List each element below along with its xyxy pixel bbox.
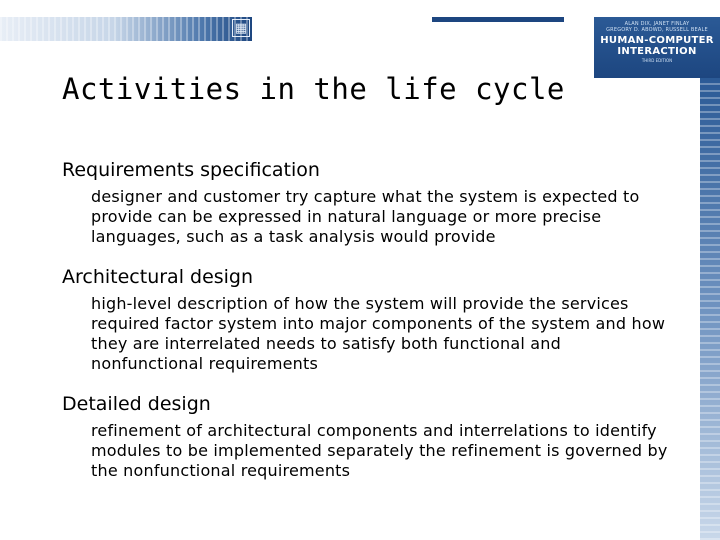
book-authors: ALAN DIX, JANET FINLAY GREGORY D. ABOWD, RUSSELL BEALE [606, 21, 708, 33]
section-requirements [62, 158, 672, 247]
section-description: high-level description of how the system will provide the services required factor system into major components of the system and how they are interrelated needs to satisfy both functional and nonfunctional requirements [91, 294, 666, 373]
book-title: HUMAN-COMPUTER INTERACTION [600, 35, 714, 57]
section-description: refinement of architectural components and interrelations to identify modules to be implemented separately the refinement is governed by the nonfunctional requirements [91, 421, 668, 480]
section-heading: Detailed design [62, 393, 211, 415]
header-banner [0, 17, 252, 41]
top-accent-strip [432, 17, 564, 22]
section-architectural [62, 265, 672, 374]
side-pattern [700, 78, 720, 540]
banner-pattern [0, 17, 252, 41]
side-accent-strip [700, 78, 720, 540]
book-cover [594, 17, 720, 78]
section-heading: Architectural design [62, 266, 254, 288]
slide-content [62, 158, 672, 481]
book-edition: THIRD EDITION [641, 58, 673, 63]
grid-logo-icon: ▦ [232, 19, 250, 37]
section-detailed [62, 392, 672, 481]
slide-title: Activities in the life cycle [62, 72, 565, 106]
section-description: designer and customer try capture what the system is expected to provide can be expressed in natural language or more precise languages, such as a task analysis would provide [91, 187, 640, 246]
section-heading: Requirements specification [62, 159, 320, 181]
